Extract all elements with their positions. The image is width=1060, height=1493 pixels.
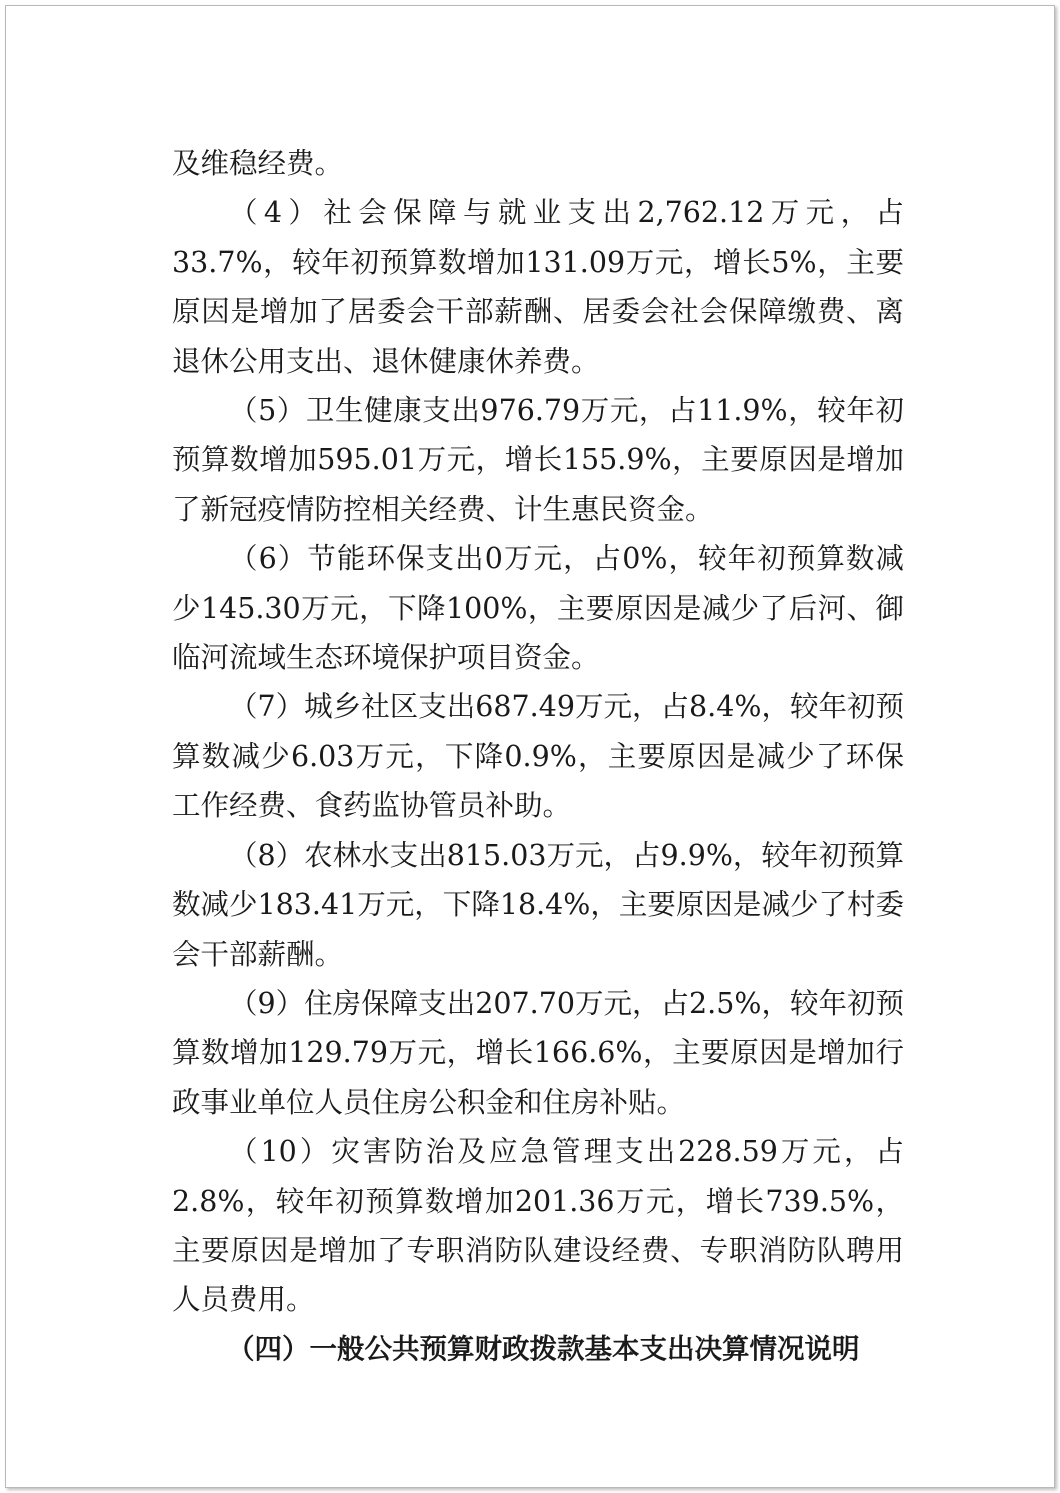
document-page <box>5 5 1055 1488</box>
paragraph-continuation: 及维稳经费。 <box>172 147 344 180</box>
paragraph-environment: （6）节能环保支出0万元，占0%，较年初预算数减少145.30万元，下降100%，主要原因是减少了后河、御临河流域生态环境保护项目资金。 <box>172 542 904 675</box>
paragraph-disaster-prevention: （10）灾害防治及应急管理支出228.59万元，占2.8%，较年初预算数增加201.36万元，增长739.5%，主要原因是增加了专职消防队建设经费、专职消防队聘用人员费用。 <box>172 1135 904 1317</box>
section-heading: （四）一般公共预算财政拨款基本支出决算情况说明 <box>227 1332 860 1365</box>
document-body <box>172 139 904 1374</box>
paragraph-urban-rural: （7）城乡社区支出687.49万元，占8.4%，较年初预算数减少6.03万元，下降0.9%，主要原因是减少了环保工作经费、食药监协管员补助。 <box>172 690 904 823</box>
paragraph-social-security: （4）社会保障与就业支出2,762.12万元，占33.7%，较年初预算数增加131.09万元，增长5%，主要原因是增加了居委会干部薪酬、居委会社会保障缴费、离退休公用支出、退休健康休养费。 <box>172 196 904 378</box>
paragraph-health: （5）卫生健康支出976.79万元，占11.9%，较年初预算数增加595.01万元，增长155.9%，主要原因是增加了新冠疫情防控相关经费、计生惠民资金。 <box>172 394 904 526</box>
paragraph-housing: （9）住房保障支出207.70万元，占2.5%，较年初预算数增加129.79万元，增长166.6%，主要原因是增加行政事业单位人员住房公积金和住房补贴。 <box>172 986 904 1119</box>
paragraph-agriculture: （8）农林水支出815.03万元，占9.9%，较年初预算数减少183.41万元，下降18.4%，主要原因是减少了村委会干部薪酬。 <box>172 838 904 971</box>
